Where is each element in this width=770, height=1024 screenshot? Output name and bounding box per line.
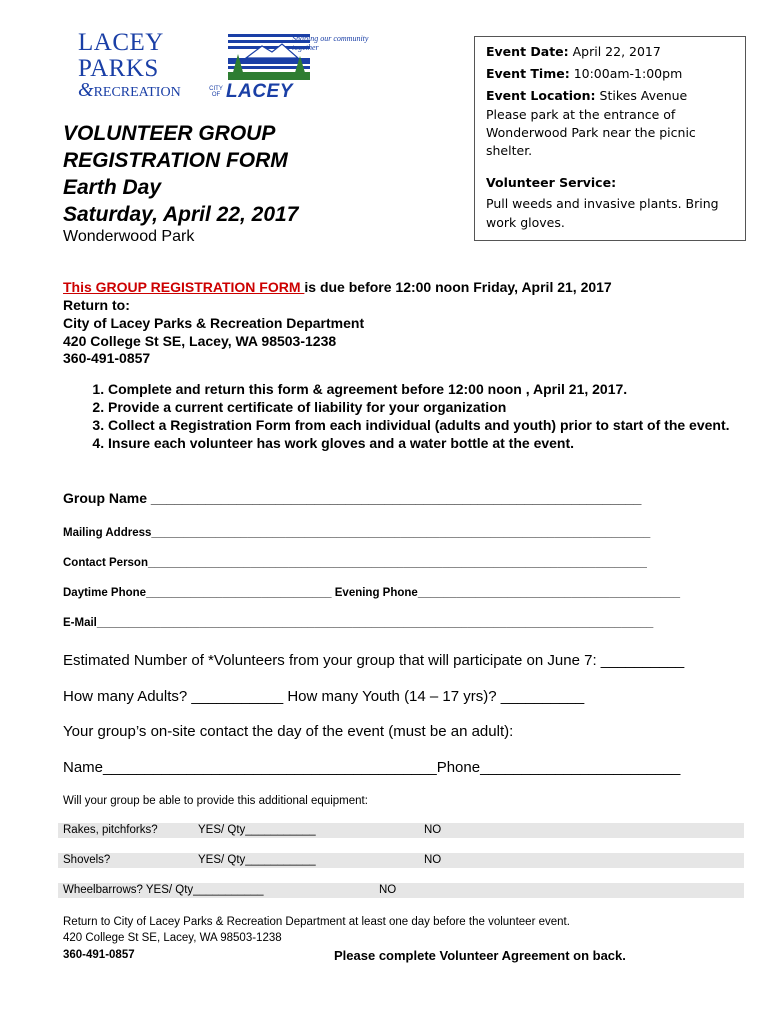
equipment-prompt: Will your group be able to provide this additional equipment: (63, 795, 368, 807)
equipment-item: Rakes, pitchforks? (63, 824, 158, 836)
equipment-row-rakes (58, 823, 744, 838)
equipment-row-shovels (58, 853, 744, 868)
return-phone: 360-491-0857 (63, 350, 151, 366)
equipment-no[interactable]: NO (424, 824, 442, 836)
park-note-2: Wonderwood Park near the picnic (486, 125, 696, 140)
volunteer-service-text-1: Pull weeds and invasive plants. Bring (486, 196, 719, 211)
volunteer-service-text-2: work gloves. (486, 215, 565, 230)
due-notice: This GROUP REGISTRATION FORM is due before 12:00 noon Friday, April 21, 2017 (63, 279, 612, 295)
park-note-1: Please park at the entrance of (486, 107, 676, 122)
estimated-volunteers-question[interactable]: Estimated Number of *Volunteers from your group that will participate on June 7: __________ (63, 652, 685, 669)
equipment-row-wheelbarrows (58, 883, 744, 898)
return-department: City of Lacey Parks & Recreation Department (63, 315, 365, 331)
event-info-box (474, 36, 746, 241)
equipment-yes-qty[interactable]: YES/ Qty___________ (198, 824, 316, 836)
return-to: Return to: (63, 297, 130, 313)
equipment-item[interactable]: Wheelbarrows? YES/ Qty___________ (63, 884, 264, 896)
footer-address: 420 College St SE, Lacey, WA 98503-1238 (63, 932, 282, 944)
equipment-item: Shovels? (63, 854, 111, 866)
contact-person-field[interactable]: Contact Person______________________________________________________________________________ (63, 557, 647, 569)
instruction-item: 2. Provide a current certificate of liability for your organization (108, 398, 770, 416)
onsite-contact-question: Your group’s on-site contact the day of the event (must be an adult): (63, 723, 514, 740)
instruction-item: 1. Complete and return this form & agreement before 12:00 noon , April 21, 2017. (108, 380, 770, 398)
form-title: VOLUNTEER GROUP REGISTRATION FORM Earth Day Saturday, April 22, 2017 (63, 122, 299, 226)
city-of-lacey-logo: Shaping our community together CITY OF LACEY (209, 34, 369, 102)
back-page-note: Please complete Volunteer Agreement on back. (334, 948, 626, 963)
form-link[interactable]: This GROUP REGISTRATION FORM (63, 279, 305, 295)
footer-return-note: Return to City of Lacey Parks & Recreation Department at least one day before the volunteer event. (63, 916, 570, 928)
email-field[interactable]: E-Mail_______________________________________________________________________________________ (63, 617, 654, 629)
name-phone-field[interactable]: Name________________________________________Phone________________________ (63, 759, 681, 776)
instruction-item: 3. Collect a Registration Form from each individual (adults and youth) prior to start of the event. (108, 416, 770, 434)
return-address: 420 College St SE, Lacey, WA 98503-1238 (63, 333, 337, 349)
volunteer-service-label: Volunteer Service: (486, 175, 617, 190)
instruction-list (63, 380, 770, 452)
location-subtitle: Wonderwood Park (63, 228, 195, 245)
event-time: Event Time: 10:00am-1:00pm (486, 66, 683, 81)
equipment-yes-qty[interactable]: YES/ Qty___________ (198, 854, 316, 866)
equipment-no[interactable]: NO (424, 854, 442, 866)
footer-phone: 360-491-0857 (63, 949, 135, 961)
equipment-no[interactable]: NO (379, 884, 397, 896)
mailing-address-field[interactable]: Mailing Address______________________________________________________________________________ (63, 527, 651, 539)
phone-fields[interactable]: Daytime Phone_____________________________ Evening Phone_________________________________________ (63, 587, 681, 599)
event-date: Event Date: April 22, 2017 (486, 44, 661, 59)
group-name-field[interactable]: Group Name _______________________________________________________________ (63, 490, 642, 506)
instruction-item: 4. Insure each volunteer has work gloves and a water bottle at the event. (108, 434, 770, 452)
park-note-3: shelter. (486, 143, 533, 158)
lacey-parks-logo: LACEY PARKS &RECREATION (78, 29, 181, 101)
event-location: Event Location: Stikes Avenue (486, 88, 688, 103)
adults-youth-question[interactable]: How many Adults? ___________ How many Youth (14 – 17 yrs)? __________ (63, 688, 585, 705)
